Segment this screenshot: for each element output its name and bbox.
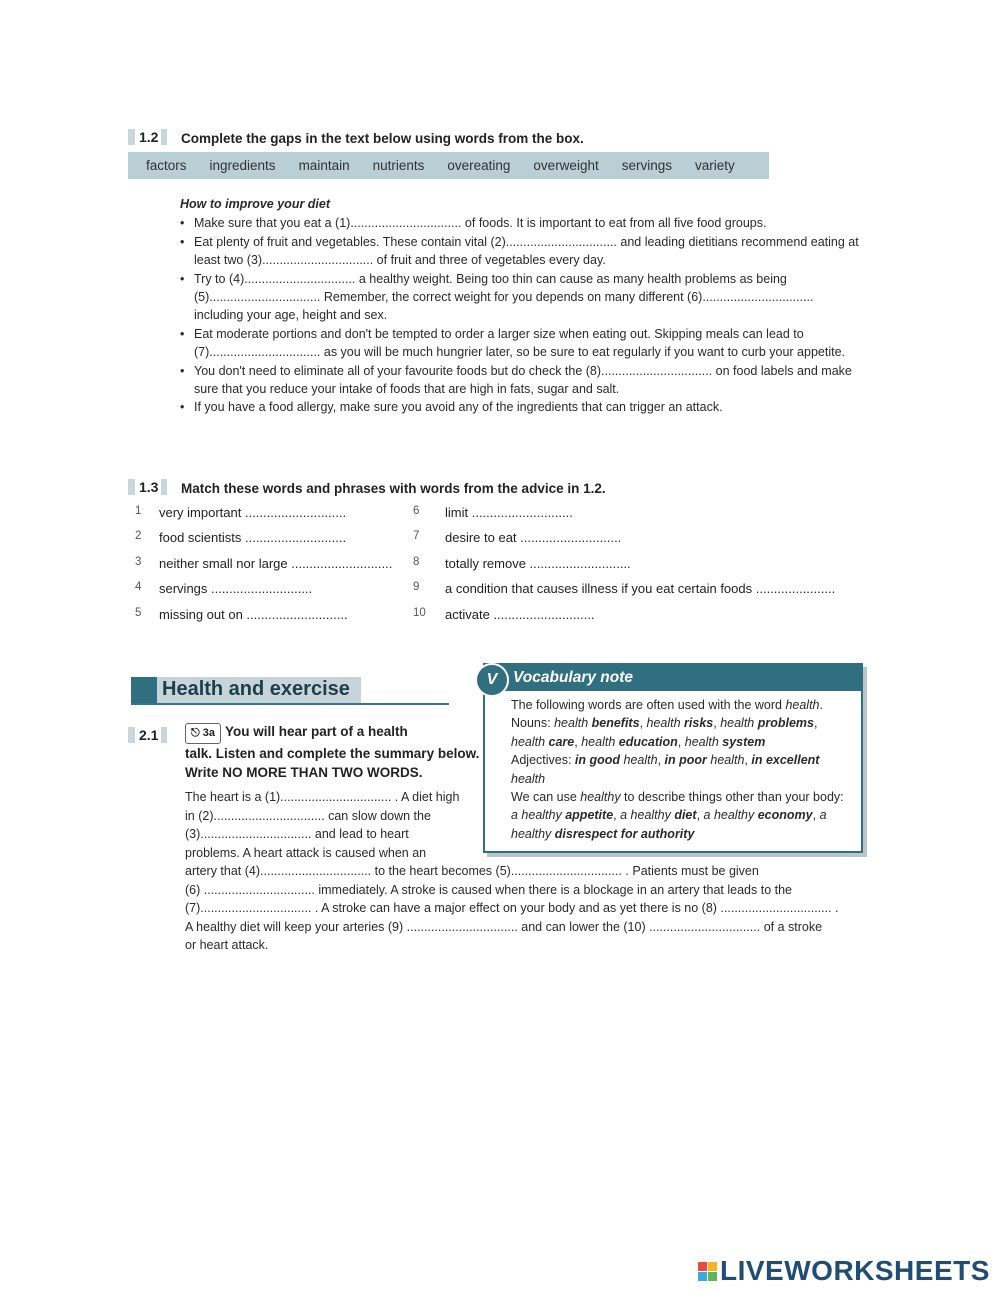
diet-advice-title: How to improve your diet (180, 197, 331, 211)
match-item: 1 very important ............................ (135, 505, 347, 520)
exercise-1-2-instruction: Complete the gaps in the text below using words from the box. (181, 131, 584, 146)
vocab-intro: The following words are often used with the word health. (511, 698, 823, 712)
word-box-item: factors (146, 158, 187, 173)
section-heading (131, 677, 449, 705)
word-box-item: overweight (533, 158, 599, 173)
vocabulary-note-icon: V (475, 663, 509, 697)
exercise-1-3-number: 1.3 (128, 479, 167, 495)
exercise-2-1-instruction: ⎋ 3a You will hear part of a health talk. Listen and complete the summary below. Write NO MORE THAN TWO WORDS. (185, 724, 480, 780)
exercise-2-1-number: 2.1 (128, 727, 167, 743)
word-box (128, 152, 769, 179)
vocab-adjectives: Adjectives: in good health, in poor health, in excellent health (511, 753, 820, 786)
summary-line: or heart attack. (185, 938, 269, 952)
advice-bullet: • Eat plenty of fruit and vegetables. These contain vital (2)................................ and leading dietitians recommend eating at least two (3)................................ of fruit and three of vegetables every day. (180, 233, 860, 270)
liveworksheets-logo: LIVEWORKSHEETS (698, 1255, 990, 1287)
vocabulary-note (483, 663, 863, 853)
summary-line: The heart is a (1)................................ . A diet high (185, 790, 460, 804)
word-box-item: maintain (298, 158, 350, 173)
advice-bullet: • If you have a food allergy, make sure you avoid any of the ingredients that can trigger an attack. (180, 398, 860, 416)
match-item: 8 totally remove ............................ (413, 556, 631, 571)
vocab-nouns: Nouns: health benefits, health risks, health problems, health care, health education, health system (511, 716, 818, 749)
section-title: Health and exercise (162, 678, 350, 700)
advice-bullet: • Try to (4)................................ a healthy weight. Being too thin can cause as many health problems as being (5)................................ Remember, the correct weight for you depends on many different (6)................................ including your age, height and sex. (180, 270, 860, 325)
match-item: 7 desire to eat ............................ (413, 530, 622, 545)
match-item: 4 servings ............................ (135, 581, 313, 596)
summary-line: (7)................................ . A stroke can have a major effect on your body and as yet there is no (8) ................................ . (185, 901, 839, 915)
vocabulary-note-title: Vocabulary note (485, 665, 861, 691)
exercise-1-2-number: 1.2 (128, 129, 167, 145)
diet-advice-text (180, 195, 860, 417)
match-item: 9 a condition that causes illness if you eat certain foods ...................... (413, 581, 836, 596)
word-box-item: servings (621, 158, 672, 173)
match-item: 3 neither small nor large ............................ (135, 556, 393, 571)
word-box-item: ingredients (209, 158, 276, 173)
word-box-item: variety (695, 158, 735, 173)
advice-bullet: • Make sure that you eat a (1)................................ of foods. It is important to eat from all five food groups. (180, 214, 860, 232)
summary-line: (3)................................ and lead to heart (185, 827, 409, 841)
advice-bullet: • Eat moderate portions and don't be tempted to order a larger size when eating out. Skipping meals can lead to (7)................................ as you will be much hungrier later, so be sure to eat regularly if you want to curb your appetite. (180, 325, 860, 362)
match-item: 6 limit ............................ (413, 505, 573, 520)
summary-line: (6) ................................ immediately. A stroke is caused when there is a blockage in an artery that leads to the (185, 882, 792, 897)
advice-bullet: • You don't need to eliminate all of your favourite foods but do check the (8)................................ on food labels and make sure that you reduce your intake of foods that are high in fats, sugar and salt. (180, 362, 860, 399)
match-item: 5 missing out on ............................ (135, 607, 348, 622)
vocab-healthy-usage: We can use healthy to describe things other than your body: a healthy appetite, a healthy diet, a healthy economy, a healthy disrespect for authority (511, 790, 844, 841)
summary-line: artery that (4)................................ to the heart becomes (5)................................ . Patients must be given (185, 864, 759, 878)
exercise-1-3-instruction: Match these words and phrases with words from the advice in 1.2. (181, 481, 606, 496)
word-box-item: nutrients (372, 158, 425, 173)
summary-line: problems. A heart attack is caused when an (185, 845, 427, 860)
summary-line: in (2)................................ can slow down the (185, 808, 431, 823)
match-item: 2 food scientists ............................ (135, 530, 347, 545)
liveworksheets-logo-icon (698, 1262, 717, 1281)
summary-line: A healthy diet will keep your arteries (9) ................................ and can lower the (10) ................................ of a stroke (185, 919, 823, 934)
match-item: 10 activate ............................ (413, 607, 595, 622)
audio-track-badge: ⎋ 3a (185, 723, 221, 744)
word-box-item: overeating (447, 158, 511, 173)
